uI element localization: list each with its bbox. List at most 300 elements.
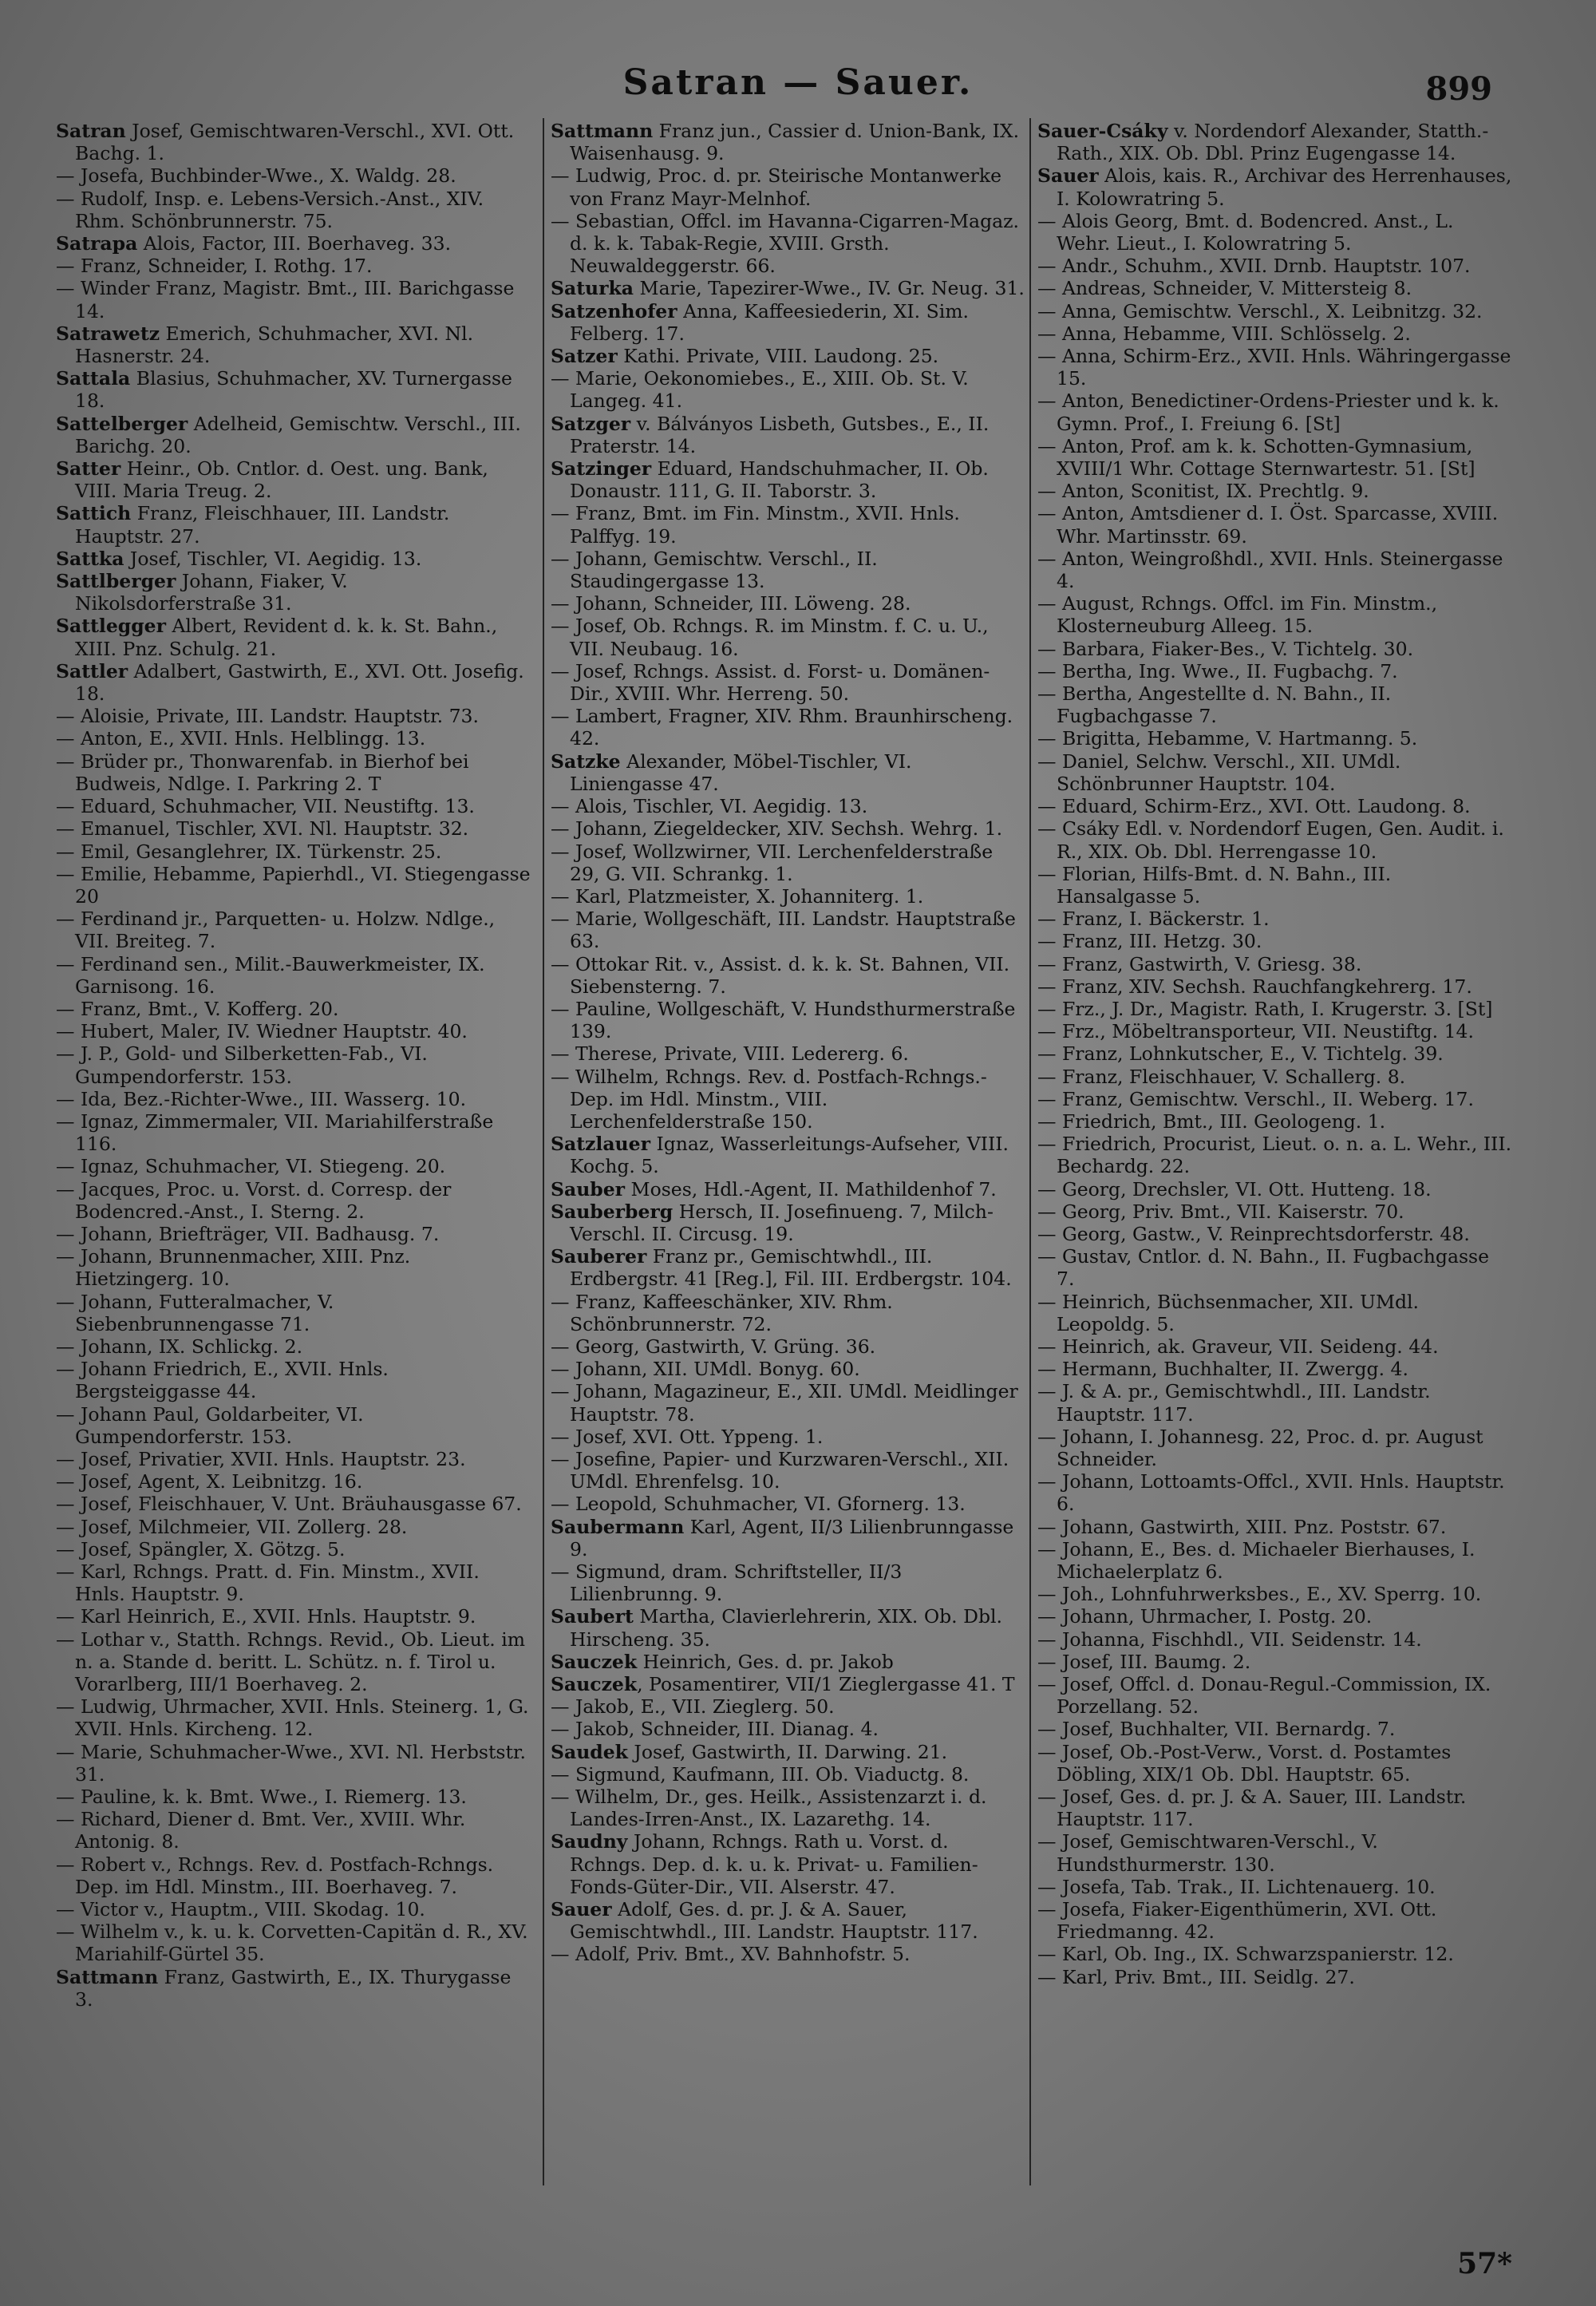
entry-details: — Ignaz, Schuhmacher, VI. Stiegeng. 20. xyxy=(56,1155,446,1178)
directory-entry xyxy=(551,1200,1025,1245)
directory-entry xyxy=(551,164,1025,209)
entry-details: — Josef, Spängler, X. Götzg. 5. xyxy=(56,1537,346,1560)
entry-details: — Jacques, Proc. u. Vorst. d. Corresp. der Bodencred.-Anst., I. Sterng. 2. xyxy=(56,1177,452,1223)
entry-details: — August, Rchngs. Offcl. im Fin. Minstm., Klosterneuburg Alleeg. 15. xyxy=(1037,592,1438,638)
directory-entry xyxy=(551,1695,1025,1718)
directory-entry xyxy=(56,795,531,817)
directory-entry xyxy=(551,660,1025,705)
entry-details: — Richard, Diener d. Bmt. Ver., XVIII. Whr. Antonig. 8. xyxy=(56,1808,466,1853)
entry-details: — Johann, Briefträger, VII. Badhausg. 7. xyxy=(56,1222,440,1245)
entry-surname: Satzlauer xyxy=(551,1133,650,1156)
entry-details: Josef, Tischler, VI. Aegidig. 13. xyxy=(124,547,422,570)
directory-entry xyxy=(1037,1876,1512,1898)
directory-entry xyxy=(1037,390,1512,434)
entry-details: — Josef, Privatier, XVII. Hnls. Hauptstr. 23. xyxy=(56,1447,466,1470)
entry-surname: Sattala xyxy=(56,367,131,390)
directory-entry xyxy=(1037,548,1512,592)
entry-details: — Anna, Gemischtw. Verschl., X. Leibnitzg. 32. xyxy=(1037,299,1483,322)
directory-entry xyxy=(1037,795,1512,817)
entry-details: — Johann Paul, Goldarbeiter, VI. Gumpendorferstr. 153. xyxy=(56,1402,364,1448)
entry-details: Franz pr., Gemischtwhdl., III. Erdbergstr. 41 [Reg.], Fil. III. Erdbergstr. 104. xyxy=(570,1245,1012,1291)
entry-surname: Sattlberger xyxy=(56,570,176,593)
directory-entry xyxy=(551,1380,1025,1425)
entry-details: Blasius, Schuhmacher, XV. Turnergasse 18. xyxy=(75,367,512,413)
entry-details: — Marie, Oekonomiebes., E., XIII. Ob. St. V. Langeg. 41. xyxy=(551,367,969,413)
entry-details: — Barbara, Fiaker-Bes., V. Tichtelg. 30. xyxy=(1037,637,1414,660)
entry-surname: Sattmann xyxy=(551,120,654,142)
entry-details: — Alois, Tischler, VI. Aegidig. 13. xyxy=(551,795,868,818)
directory-entry xyxy=(1037,480,1512,502)
directory-entry xyxy=(1037,975,1512,998)
entry-details: — Josef, XVI. Ott. Yppeng. 1. xyxy=(551,1425,824,1448)
entry-surname: Saturka xyxy=(551,277,634,300)
directory-entry xyxy=(1037,120,1512,164)
directory-entry xyxy=(551,817,1025,840)
directory-entry xyxy=(56,502,531,547)
directory-entry xyxy=(1037,1605,1512,1628)
entry-surname: Sattich xyxy=(56,502,132,525)
directory-entry xyxy=(56,1628,531,1696)
directory-entry xyxy=(1037,727,1512,750)
entry-details: — Eduard, Schirm-Erz., XVI. Ott. Laudong. 8. xyxy=(1037,795,1471,818)
entry-details: — Johann Friedrich, E., XVII. Hnls. Bergsteiggasse 44. xyxy=(56,1358,389,1403)
entry-details: Martha, Clavierlehrerin, XIX. Ob. Dbl. Hirscheng. 35. xyxy=(570,1605,1002,1651)
entry-details: — Franz, Gemischtw. Verschl., II. Weberg. 17. xyxy=(1037,1087,1474,1110)
directory-entry xyxy=(1037,682,1512,727)
entry-details: — Franz, Kaffeeschänker, XIV. Rhm. Schönbrunnerstr. 72. xyxy=(551,1290,893,1335)
entry-details: — Aloisie, Private, III. Landstr. Hauptstr. 73. xyxy=(56,705,479,728)
directory-entry xyxy=(551,1516,1025,1560)
entry-details: Johann, Fiaker, V. Nikolsdorferstraße 31. xyxy=(75,570,348,615)
directory-entry xyxy=(1037,1741,1512,1786)
directory-column-1 xyxy=(56,120,531,2183)
directory-entry xyxy=(551,1763,1025,1786)
directory-entry xyxy=(1037,863,1512,908)
directory-entry xyxy=(1037,1335,1512,1358)
entry-details: Franz jun., Cassier d. Union-Bank, IX. Waisenhausg. 9. xyxy=(570,120,1020,165)
directory-entry xyxy=(1037,1223,1512,1245)
directory-entry xyxy=(56,660,531,705)
entry-details: — Franz, Schneider, I. Rothg. 17. xyxy=(56,255,373,278)
directory-entry xyxy=(1037,1830,1512,1875)
directory-entry xyxy=(1037,1898,1512,1943)
directory-entry xyxy=(56,908,531,952)
entry-surname: Sauer xyxy=(1037,164,1099,188)
directory-entry xyxy=(56,1470,531,1493)
entry-details: — Anton, Amtsdiener d. I. Öst. Sparcasse, XVIII. Whr. Martinsstr. 69. xyxy=(1037,502,1499,548)
signature-mark: 57* xyxy=(1457,2247,1512,2280)
directory-entry xyxy=(56,1741,531,1786)
entry-details: — Johann, Uhrmacher, I. Postg. 20. xyxy=(1037,1605,1373,1628)
entry-surname: Sauberberg xyxy=(551,1200,674,1223)
entry-details: Josef, Gastwirth, II. Darwing. 21. xyxy=(627,1740,948,1763)
directory-entry xyxy=(551,1335,1025,1358)
entry-details: — Sigmund, dram. Schriftsteller, II/3 Lilienbrunng. 9. xyxy=(551,1560,903,1606)
entry-details: Hersch, II. Josefinueng. 7, Milch-Verschl. II. Circusg. 19. xyxy=(570,1200,994,1245)
entry-details: — Johann, Magazineur, E., XII. UMdl. Meidlinger Hauptstr. 78. xyxy=(551,1380,1018,1426)
directory-entry xyxy=(1037,322,1512,345)
entry-details: — Anton, Weingroßhdl., XVII. Hnls. Steinergasse 4. xyxy=(1037,547,1503,593)
directory-entry xyxy=(551,367,1025,412)
entry-details: — Pauline, k. k. Bmt. Wwe., I. Riemerg. 13. xyxy=(56,1786,467,1809)
entry-surname: Sauer xyxy=(551,1898,612,1921)
directory-entry xyxy=(56,1493,531,1515)
directory-entry xyxy=(1037,1042,1512,1065)
directory-entry xyxy=(551,841,1025,885)
directory-entry xyxy=(56,1605,531,1628)
directory-entry xyxy=(551,953,1025,998)
entry-surname: Sattlegger xyxy=(56,615,166,638)
directory-entry xyxy=(56,1560,531,1605)
entry-details: Franz, Fleischhauer, III. Landstr. Hauptstr. 27. xyxy=(75,502,450,548)
entry-details: v. Bálványos Lisbeth, Gutsbes., E., II. Praterstr. 14. xyxy=(570,412,990,457)
directory-entry xyxy=(56,1110,531,1155)
entry-details: — Alois Georg, Bmt. d. Bodencred. Anst., L. Wehr. Lieut., I. Kolowratring 5. xyxy=(1037,209,1454,255)
entry-details: — Sigmund, Kaufmann, III. Ob. Viaductg. 8. xyxy=(551,1762,970,1786)
entry-details: — Hubert, Maler, IV. Wiedner Hauptstr. 40. xyxy=(56,1020,468,1043)
entry-details: — Lothar v., Statth. Rchngs. Revid., Ob. Lieut. im n. a. Stande d. beritt. L. Schütz. n. f. Tirol u. Vorarlberg, III/1 Boerhaveg. 2. xyxy=(56,1628,526,1696)
entry-details: — Josef, Ges. d. pr. J. & A. Sauer, III. Landstr. Hauptstr. 117. xyxy=(1037,1786,1467,1831)
entry-details: Alexander, Möbel-Tischler, VI. Liniengasse 47. xyxy=(570,750,912,795)
directory-entry xyxy=(1037,1966,1512,1988)
entry-details: — Josefine, Papier- und Kurzwaren-Verschl., XII. UMdl. Ehrenfelsg. 10. xyxy=(551,1447,1009,1493)
directory-entry xyxy=(56,164,531,187)
directory-entry xyxy=(551,1673,1025,1695)
entry-details: — Franz, Bmt., V. Kofferg. 20. xyxy=(56,997,339,1020)
directory-entry xyxy=(56,255,531,277)
directory-entry xyxy=(56,615,531,659)
directory-entry xyxy=(551,1605,1025,1650)
entry-details: — Josefa, Fiaker-Eigenthümerin, XVI. Ott. Friedmanng. 42. xyxy=(1037,1898,1437,1944)
entry-details: Alois, kais. R., Archivar des Herrenhauses, I. Kolowratring 5. xyxy=(1057,164,1512,210)
entry-details: — Josef, Ob.-Post-Verw., Vorst. d. Postamtes Döbling, XIX/1 Ob. Dbl. Hauptstr. 65. xyxy=(1037,1740,1452,1786)
entry-details: — Leopold, Schuhmacher, VI. Gfornerg. 13. xyxy=(551,1493,966,1516)
entry-details: — Johann, Ziegeldecker, XIV. Sechsh. Wehrg. 1. xyxy=(551,817,1003,841)
entry-details: — Anna, Schirm-Erz., XVII. Hnls. Währingergasse 15. xyxy=(1037,345,1511,390)
entry-details: — Johann, Lottoamts-Offcl., XVII. Hnls. Hauptstr. 6. xyxy=(1037,1470,1505,1516)
directory-entry xyxy=(56,1403,531,1448)
directory-entry xyxy=(551,1718,1025,1740)
entry-details: — Franz, Fleischhauer, V. Schallerg. 8. xyxy=(1037,1065,1406,1088)
entry-details: — Wilhelm, Dr., ges. Heilk., Assistenzarzt i. d. Landes-Irren-Anst., IX. Lazarethg. 14. xyxy=(551,1786,987,1831)
directory-entry xyxy=(551,457,1025,502)
directory-entry xyxy=(1037,660,1512,682)
directory-entry xyxy=(1037,1358,1512,1380)
entry-details: — Emil, Gesanglehrer, IX. Türkenstr. 25. xyxy=(56,840,442,863)
entry-details: Franz, Gastwirth, E., IX. Thurygasse 3. xyxy=(75,1965,512,2011)
directory-entry xyxy=(1037,1245,1512,1290)
directory-entry xyxy=(56,1808,531,1853)
entry-surname: Sauber xyxy=(551,1177,626,1200)
directory-entry xyxy=(551,1133,1025,1177)
entry-details: — Johann, Gemischtw. Verschl., II. Staudingergasse 13. xyxy=(551,547,878,593)
entry-details: — Pauline, Wollgeschäft, V. Hundsthurmerstraße 139. xyxy=(551,997,1016,1043)
entry-surname: Sauer-Csáky xyxy=(1037,120,1168,142)
directory-entry xyxy=(551,1493,1025,1515)
entry-surname: Satzer xyxy=(551,345,618,368)
entry-details: — Josef, Offcl. d. Donau-Regul.-Commission, IX. Porzellang. 52. xyxy=(1037,1673,1491,1719)
entry-surname: Sauczek xyxy=(551,1650,638,1673)
entry-surname: Saudek xyxy=(551,1740,628,1763)
directory-entry xyxy=(56,322,531,367)
directory-entry xyxy=(56,1358,531,1402)
directory-entry xyxy=(1037,164,1512,209)
entry-details: , Posamentirer, VII/1 Zieglergasse 41. T xyxy=(637,1673,1015,1696)
directory-entry xyxy=(1037,953,1512,975)
entry-details: — Johann, E., Bes. d. Michaeler Bierhauses, I. Michaelerplatz 6. xyxy=(1037,1537,1476,1583)
entry-details: — Csáky Edl. v. Nordendorf Eugen, Gen. Audit. i. R., XIX. Ob. Dbl. Herrengasse 10. xyxy=(1037,817,1504,863)
directory-entry xyxy=(1037,1200,1512,1223)
directory-entry xyxy=(1037,1470,1512,1515)
entry-details: — Anton, Sconitist, IX. Prechtlg. 9. xyxy=(1037,480,1369,503)
entry-surname: Satzke xyxy=(551,750,621,773)
directory-entry xyxy=(56,548,531,570)
entry-details: Kathi. Private, VIII. Laudong. 25. xyxy=(617,345,939,368)
entry-details: — Hermann, Buchhalter, II. Zwergg. 4. xyxy=(1037,1358,1408,1381)
entry-details: — Johann, Gastwirth, XIII. Pnz. Poststr. 67. xyxy=(1037,1515,1447,1538)
entry-details: Anna, Kaffeesiederin, XI. Sim. Felberg. 17. xyxy=(570,299,969,345)
directory-entry xyxy=(551,1042,1025,1065)
directory-entry xyxy=(551,705,1025,750)
directory-entry xyxy=(1037,1628,1512,1651)
directory-entry xyxy=(56,1966,531,2011)
directory-entry xyxy=(1037,1133,1512,1177)
directory-entry xyxy=(551,413,1025,457)
entry-details: — Victor v., Hauptm., VIII. Skodag. 10. xyxy=(56,1898,425,1921)
entry-details: — Josef, Gemischtwaren-Verschl., V. Hundsthurmerstr. 130. xyxy=(1037,1830,1378,1876)
entry-details: — Johann, Futteralmacher, V. Siebenbrunnengasse 71. xyxy=(56,1290,334,1335)
entry-details: — Wilhelm, Rchngs. Rev. d. Postfach-Rchngs.-Dep. im Hdl. Minstm., VIII. Lerchenfelderstraße 150. xyxy=(551,1065,987,1133)
entry-details: — Frz., J. Dr., Magistr. Rath, I. Krugerstr. 3. [St] xyxy=(1037,997,1493,1020)
entry-details: — Karl Heinrich, E., XVII. Hnls. Hauptstr. 9. xyxy=(56,1605,476,1628)
directory-entry xyxy=(56,1786,531,1808)
directory-entry xyxy=(551,502,1025,547)
entry-details: — Josef, Wollzwirner, VII. Lerchenfelderstraße 29, G. VII. Schrankg. 1. xyxy=(551,840,994,885)
entry-details: — Emanuel, Tischler, XVI. Nl. Hauptstr. 32. xyxy=(56,817,469,841)
directory-entry xyxy=(56,1245,531,1290)
directory-entry xyxy=(1037,300,1512,322)
entry-surname: Sauberer xyxy=(551,1245,647,1268)
directory-entry xyxy=(1037,1066,1512,1088)
entry-details: Albert, Revident d. k. k. St. Bahn., XIII. Pnz. Schulg. 21. xyxy=(75,615,498,660)
directory-entry xyxy=(1037,210,1512,255)
directory-entry xyxy=(56,1088,531,1110)
entry-details: — Ottokar Rit. v., Assist. d. k. k. St. Bahnen, VII. Siebensterng. 7. xyxy=(551,952,1010,998)
directory-entry xyxy=(56,457,531,502)
entry-details: — Jakob, Schneider, III. Dianag. 4. xyxy=(551,1718,879,1741)
directory-entry xyxy=(56,367,531,412)
entry-details: — Brüder pr., Thonwarenfab. in Bierhof bei Budweis, Ndlge. I. Parkring 2. T xyxy=(56,750,469,795)
directory-entry xyxy=(1037,750,1512,795)
entry-details: Eduard, Handschuhmacher, II. Ob. Donaustr. 111, G. II. Taborstr. 3. xyxy=(570,457,989,503)
directory-entry xyxy=(1037,1786,1512,1830)
directory-entry xyxy=(56,1335,531,1358)
entry-details: — Eduard, Schuhmacher, VII. Neustiftg. 13. xyxy=(56,795,475,818)
entry-details: — J. P., Gold- und Silberketten-Fab., VI. Gumpendorferstr. 153. xyxy=(56,1042,428,1088)
directory-entry xyxy=(551,1651,1025,1673)
page-number: 899 xyxy=(1425,70,1492,108)
entry-details: — Georg, Gastw., V. Reinprechtsdorferstr. 48. xyxy=(1037,1222,1470,1245)
directory-entry xyxy=(56,817,531,840)
entry-details: — Ferdinand jr., Parquetten- u. Holzw. Ndlge., VII. Breiteg. 7. xyxy=(56,908,496,953)
directory-entry xyxy=(551,1178,1025,1200)
directory-entry xyxy=(56,1178,531,1223)
entry-surname: Sattler xyxy=(56,659,128,682)
directory-entry xyxy=(56,1853,531,1898)
entry-details: — Joh., Lohnfuhrwerksbes., E., XV. Sperrg. 10. xyxy=(1037,1583,1482,1606)
directory-entry xyxy=(56,120,531,164)
directory-entry xyxy=(56,953,531,998)
entry-details: — Heinrich, ak. Graveur, VII. Seideng. 44. xyxy=(1037,1335,1439,1358)
column-divider xyxy=(1029,118,1031,2185)
directory-entry xyxy=(551,210,1025,278)
directory-entry xyxy=(56,1538,531,1560)
directory-entry xyxy=(551,120,1025,164)
directory-entry xyxy=(56,1516,531,1538)
directory-entry xyxy=(551,277,1025,299)
directory-entry xyxy=(551,1786,1025,1830)
directory-entry xyxy=(551,592,1025,615)
entry-details: — Florian, Hilfs-Bmt. d. N. Bahn., III. Hansalgasse 5. xyxy=(1037,862,1392,908)
directory-entry xyxy=(56,232,531,255)
entry-details: Emerich, Schuhmacher, XVI. Nl. Hasnerstr. 24. xyxy=(75,322,474,368)
entry-details: — Robert v., Rchngs. Rev. d. Postfach-Rchngs. Dep. im Hdl. Minstm., III. Boerhaveg. 7. xyxy=(56,1853,494,1898)
entry-details: — Ignaz, Zimmermaler, VII. Mariahilferstraße 116. xyxy=(56,1109,494,1156)
entry-details: — Johann, Schneider, III. Löweng. 28. xyxy=(551,592,911,615)
entry-surname: Satrawetz xyxy=(56,322,160,345)
directory-entry xyxy=(551,908,1025,952)
directory-entry xyxy=(1037,435,1512,480)
directory-entry xyxy=(1037,1110,1512,1133)
entry-details: Heinr., Ob. Cntlor. d. Oest. ung. Bank, VIII. Maria Treug. 2. xyxy=(75,457,488,503)
directory-entry xyxy=(56,1223,531,1245)
entry-details: — Wilhelm v., k. u. k. Corvetten-Capitän d. R., XV. Mariahilf-Gürtel 35. xyxy=(56,1920,528,1966)
entry-details: — Johann, I. Johannesg. 22, Proc. d. pr. August Schneider. xyxy=(1037,1425,1483,1470)
directory-entry xyxy=(1037,1516,1512,1538)
directory-entry xyxy=(1037,1538,1512,1583)
directory-entry xyxy=(551,1426,1025,1448)
directory-entry xyxy=(56,998,531,1020)
directory-entry xyxy=(551,345,1025,367)
directory-entry xyxy=(551,1943,1025,1965)
entry-details: Adalbert, Gastwirth, E., XVI. Ott. Josefig. 18. xyxy=(75,659,524,706)
entry-surname: Saubert xyxy=(551,1605,634,1628)
entry-details: — Friedrich, Bmt., III. Geologeng. 1. xyxy=(1037,1109,1386,1133)
directory-entry xyxy=(1037,1291,1512,1335)
entry-details: — Therese, Private, VIII. Ledererg. 6. xyxy=(551,1042,909,1066)
directory-entry xyxy=(56,1155,531,1177)
directory-entry xyxy=(1037,638,1512,660)
entry-surname: Sattelberger xyxy=(56,412,188,435)
directory-entry xyxy=(1037,1426,1512,1470)
page-title: Satran — Sauer. xyxy=(622,62,974,103)
directory-entry xyxy=(56,1020,531,1042)
directory-entry xyxy=(56,188,531,232)
directory-entry xyxy=(1037,1583,1512,1605)
directory-entry xyxy=(56,727,531,750)
entry-details: — Lambert, Fragner, XIV. Rhm. Braunhirscheng. 42. xyxy=(551,705,1013,750)
entry-details: Moses, Hdl.-Agent, II. Mathildenhof 7. xyxy=(625,1177,997,1200)
directory-entry xyxy=(551,750,1025,795)
entry-details: — Franz, III. Hetzg. 30. xyxy=(1037,930,1262,953)
directory-entry xyxy=(1037,1178,1512,1200)
entry-details: — Josef, Fleischhauer, V. Unt. Bräuhausgasse 67. xyxy=(56,1493,522,1516)
entry-details: — Franz, XIV. Sechsh. Rauchfangkehrerg. 17. xyxy=(1037,975,1472,998)
entry-details: — Johann, IX. Schlickg. 2. xyxy=(56,1335,303,1358)
directory-entry xyxy=(56,1695,531,1740)
entry-details: — J. & A. pr., Gemischtwhdl., III. Landstr. Hauptstr. 117. xyxy=(1037,1380,1431,1426)
directory-entry xyxy=(551,1066,1025,1133)
directory-entry xyxy=(1037,908,1512,930)
directory-entry xyxy=(56,1448,531,1470)
entry-details: — Anna, Hebamme, VIII. Schlösselg. 2. xyxy=(1037,322,1411,345)
entry-details: — Georg, Drechsler, VI. Ott. Hutteng. 18. xyxy=(1037,1177,1432,1200)
directory-entry xyxy=(1037,1943,1512,1965)
entry-details: — Karl, Priv. Bmt., III. Seidlg. 27. xyxy=(1037,1965,1355,1988)
directory-entry xyxy=(1037,255,1512,277)
directory-entry xyxy=(551,1291,1025,1335)
directory-entry xyxy=(56,1898,531,1920)
entry-surname: Satran xyxy=(56,120,126,142)
directory-column-3 xyxy=(1037,120,1512,2183)
entry-surname: Sattmann xyxy=(56,1965,159,1988)
entry-details: Adelheid, Gemischtw. Verschl., III. Barichg. 20. xyxy=(75,412,521,457)
entry-details: Marie, Tapezirer-Wwe., IV. Gr. Neug. 31. xyxy=(634,277,1025,300)
entry-details: — Heinrich, Büchsenmacher, XII. UMdl. Leopoldg. 5. xyxy=(1037,1290,1420,1335)
entry-details: — Daniel, Selchw. Verschl., XII. UMdl. Schönbrunner Hauptstr. 104. xyxy=(1037,750,1401,795)
entry-surname: Sattka xyxy=(56,547,124,570)
entry-details: — Jakob, E., VII. Zieglerg. 50. xyxy=(551,1695,835,1719)
directory-entry xyxy=(551,885,1025,908)
entry-details: — Bertha, Angestellte d. N. Bahn., II. Fugbachgasse 7. xyxy=(1037,682,1392,728)
entry-details: Karl, Agent, II/3 Lilienbrunngasse 9. xyxy=(570,1515,1014,1560)
entry-surname: Sauczek xyxy=(551,1673,638,1696)
entry-details: — Josefa, Buchbinder-Wwe., X. Waldg. 28. xyxy=(56,164,456,188)
directory-entry xyxy=(551,795,1025,817)
directory-entry xyxy=(1037,1088,1512,1110)
directory-entry xyxy=(1037,817,1512,862)
directory-entry xyxy=(1037,1673,1512,1718)
entry-details: — Frz., Möbeltransporteur, VII. Neustiftg. 14. xyxy=(1037,1020,1474,1043)
directory-entry xyxy=(551,1448,1025,1493)
entry-details: — Karl, Rchngs. Pratt. d. Fin. Minstm., XVII. Hnls. Hauptstr. 9. xyxy=(56,1560,480,1606)
entry-surname: Satzger xyxy=(551,412,631,435)
entry-details: — Sebastian, Offcl. im Havanna-Cigarren-Magaz. d. k. k. Tabak-Regie, XVIII. Grsth. Neuwaldeggerstr. 66. xyxy=(551,209,1019,278)
entry-details: v. Nordendorf Alexander, Statth.-Rath., XIX. Ob. Dbl. Prinz Eugengasse 14. xyxy=(1057,120,1489,165)
directory-entry xyxy=(551,1898,1025,1943)
entry-details: — Franz, Lohnkutscher, E., V. Tichtelg. 39. xyxy=(1037,1042,1444,1066)
entry-details: — Friedrich, Procurist, Lieut. o. n. a. L. Wehr., III. Bechardg. 22. xyxy=(1037,1133,1512,1178)
directory-entry xyxy=(56,750,531,795)
entry-details: — Winder Franz, Magistr. Bmt., III. Barichgasse 14. xyxy=(56,277,515,322)
entry-details: — Brigitta, Hebamme, V. Hartmanng. 5. xyxy=(1037,727,1418,750)
directory-entry xyxy=(1037,1651,1512,1673)
entry-details: — Johanna, Fischhdl., VII. Seidenstr. 14. xyxy=(1037,1628,1422,1651)
entry-details: — Karl, Platzmeister, X. Johanniterg. 1. xyxy=(551,884,924,908)
entry-details: — Andreas, Schneider, V. Mittersteig 8. xyxy=(1037,277,1412,300)
directory-entry xyxy=(56,705,531,727)
entry-details: — Adolf, Priv. Bmt., XV. Bahnhofstr. 5. xyxy=(551,1943,911,1966)
entry-details: — Ida, Bez.-Richter-Wwe., III. Wasserg. 10. xyxy=(56,1087,467,1110)
entry-details: — Josef, III. Baumg. 2. xyxy=(1037,1650,1251,1673)
entry-details: Johann, Rchngs. Rath u. Vorst. d. Rchngs. Dep. d. k. u. k. Privat- u. Familien-Fonds-Güter-Dir., VII. Alserstr. 47. xyxy=(570,1830,978,1898)
entry-details: — Georg, Gastwirth, V. Grüng. 36. xyxy=(551,1335,876,1358)
entry-details: Adolf, Ges. d. pr. J. & A. Sauer, Gemischtwhdl., III. Landstr. Hauptstr. 117. xyxy=(570,1898,978,1944)
entry-surname: Satrapa xyxy=(56,232,138,255)
entry-surname: Satter xyxy=(56,457,121,481)
directory-entry xyxy=(56,1291,531,1335)
entry-details: — Josef, Buchhalter, VII. Bernardg. 7. xyxy=(1037,1718,1396,1741)
